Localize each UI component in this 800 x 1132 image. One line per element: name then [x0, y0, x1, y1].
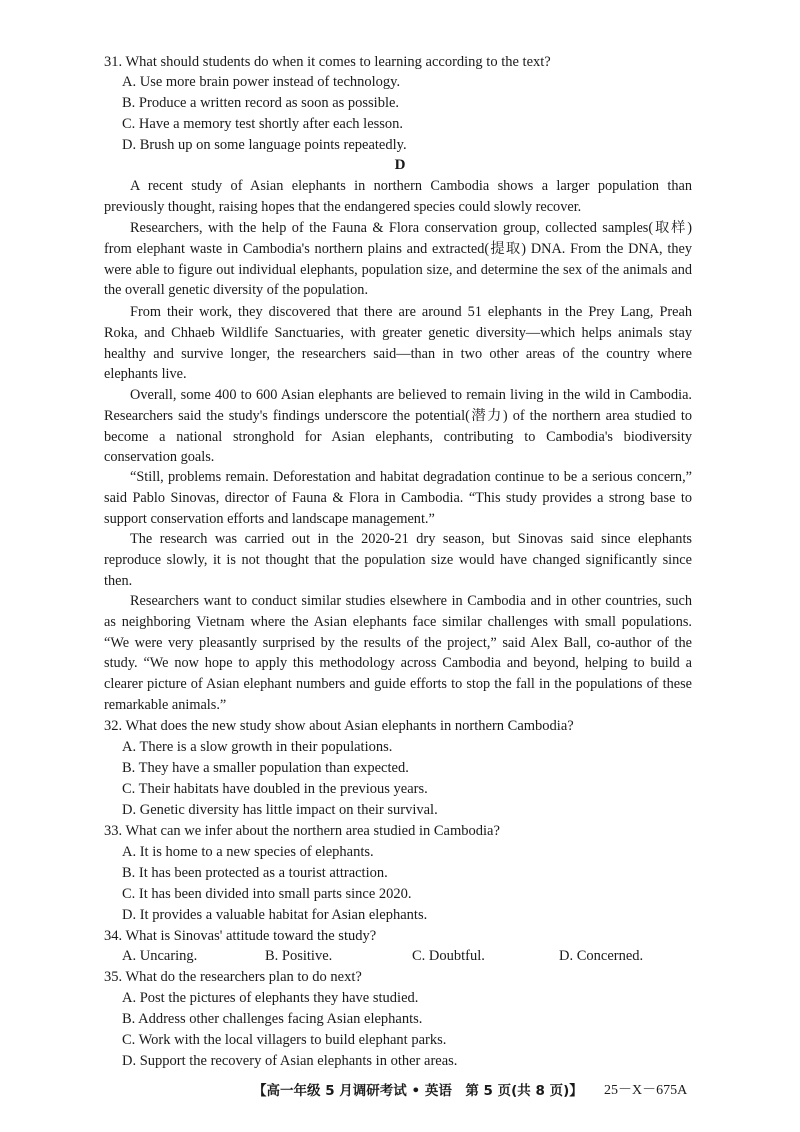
q32-option-c: C. Their habitats have doubled in the previous years. [122, 781, 428, 797]
q33-option-b: B. It has been protected as a tourist attraction. [122, 865, 388, 881]
q34-option-c: C. Doubtful. [412, 948, 485, 964]
q31-stem: 31. What should students do when it comes to learning according to the text? [104, 54, 551, 70]
passage-paragraph-2: Researchers, with the help of the Fauna & Flora conservation group, collected samples(取样) from elephant waste in Cambodia's northern plains and extracted(提取) DNA. From the DNA, they were able to figure out individual elephants, population size, and determine the sex of the animals and the overall genetic diversity of the population. [104, 220, 692, 299]
q31-option-c: C. Have a memory test shortly after each lesson. [122, 116, 404, 132]
q34-option-a: A. Uncaring. [122, 948, 198, 964]
q35-option-d: D. Support the recovery of Asian elephants in other areas. [122, 1053, 458, 1069]
q31-option-d: D. Brush up on some language points repeatedly. [122, 137, 407, 153]
footer-exam-info: 【高一年级 5 月调研考试 • 英语 第 5 页(共 8 页)】 [253, 1083, 583, 1099]
q35-option-b: B. Address other challenges facing Asian elephants. [122, 1011, 423, 1027]
q33-option-c: C. It has been divided into small parts since 2020. [122, 886, 412, 902]
page-footer [0, 1079, 800, 1101]
passage-paragraph-4: Overall, some 400 to 600 Asian elephants are believed to remain living in the wild in Cambodia. Researchers said the study's findings underscore the potential(潜力) of the northern area studied to become a national stronghold for Asian elephants, contributing to Cambodia's biodiversity conservation goals. [104, 387, 692, 466]
passage-paragraph-1: A recent study of Asian elephants in northern Cambodia shows a larger population than previously thought, raising hopes that the endangered species could slowly recover. [104, 178, 692, 215]
q35-option-c: C. Work with the local villagers to build elephant parks. [122, 1032, 447, 1048]
q31-option-b: B. Produce a written record as soon as possible. [122, 95, 400, 111]
footer-paper-code: 25－X－675A [604, 1083, 688, 1098]
passage-paragraph-3: From their work, they discovered that there are around 51 elephants in the Prey Lang, Preah Roka, and Chhaeb Wildlife Sanctuaries, with greater genetic diversity—which helps animals stay healthy and survive longer, the researchers said—than in two other areas of the country where elephants live. [104, 304, 692, 383]
passage-paragraph-5: “Still, problems remain. Deforestation and habitat degradation continue to be a serious concern,” said Pablo Sinovas, director of Fauna & Flora in Cambodia. “This study provides a strong base to support conservation efforts and landscape management.” [104, 469, 692, 527]
q33-stem: 33. What can we infer about the northern area studied in Cambodia? [104, 823, 500, 839]
q33-option-a: A. It is home to a new species of elephants. [122, 844, 374, 860]
q32-option-a: A. There is a slow growth in their populations. [122, 739, 393, 755]
q35-stem: 35. What do the researchers plan to do next? [104, 969, 362, 985]
q35-option-a: A. Post the pictures of elephants they have studied. [122, 990, 419, 1006]
q34-options [122, 946, 682, 967]
q34-stem: 34. What is Sinovas' attitude toward the study? [104, 928, 377, 944]
q34-option-b: B. Positive. [265, 948, 333, 964]
section-d-heading: D [394, 157, 406, 173]
q32-option-d: D. Genetic diversity has little impact on their survival. [122, 802, 438, 818]
passage-paragraph-6: The research was carried out in the 2020-21 dry season, but Sinovas said since elephants reproduce slowly, it is not thought that the population size would have changed significantly since then. [104, 531, 692, 589]
passage-paragraph-7: Researchers want to conduct similar studies elsewhere in Cambodia and in other countries, such as neighboring Vietnam where the Asian elephants face similar challenges with small populations. “We were very pleasantly surprised by the results of the project,” said Alex Ball, co-author of the study. “We now hope to apply this methodology across Cambodia and beyond, helping to build a clearer picture of Asian elephant numbers and guide efforts to stop the fall in the populations of these remarkable animals.” [104, 593, 692, 713]
q33-option-d: D. It provides a valuable habitat for Asian elephants. [122, 907, 428, 923]
q31-option-a: A. Use more brain power instead of technology. [122, 74, 401, 90]
q34-option-d: D. Concerned. [559, 948, 644, 964]
q32-option-b: B. They have a smaller population than expected. [122, 760, 409, 776]
q32-stem: 32. What does the new study show about Asian elephants in northern Cambodia? [104, 718, 574, 734]
